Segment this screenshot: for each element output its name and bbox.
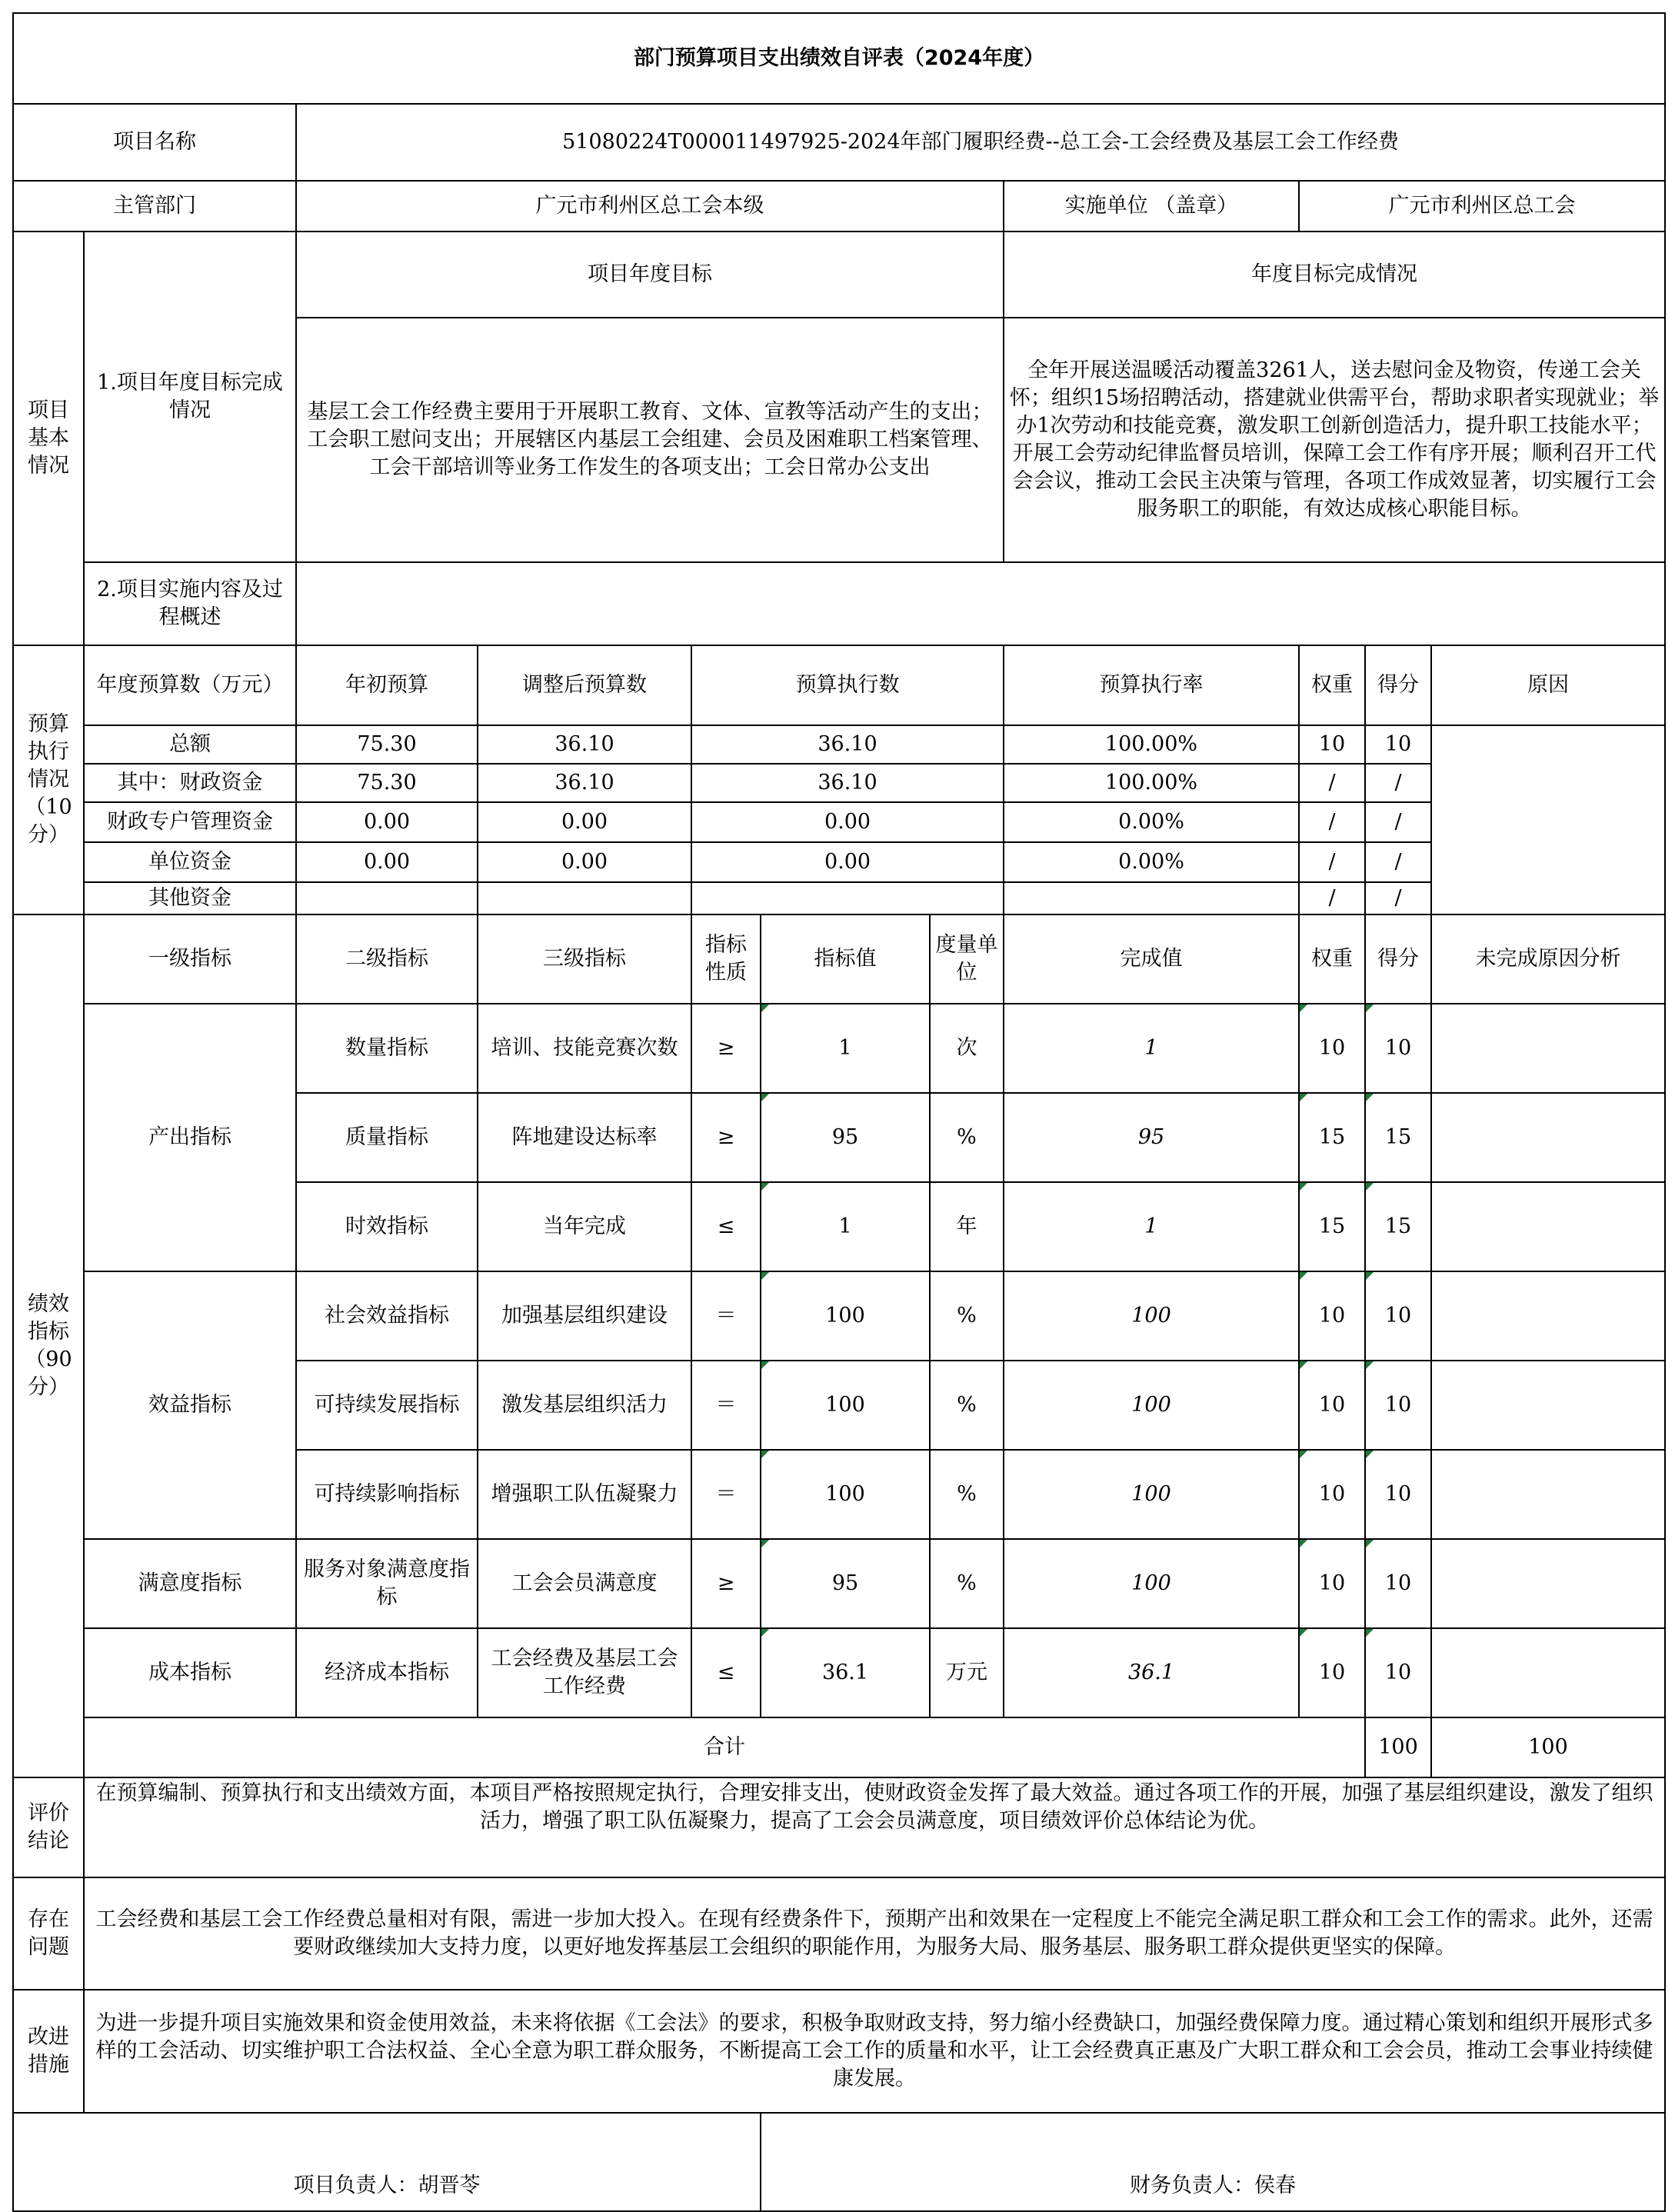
- indicator-unit: %: [930, 1450, 1004, 1539]
- indicator-weight: 10: [1299, 1004, 1365, 1093]
- total-score: 100: [1431, 1717, 1665, 1777]
- indicator-unit: %: [930, 1361, 1004, 1450]
- indicator-value: 100: [761, 1450, 930, 1539]
- indicator-level3: 加强基层组织建设: [478, 1271, 691, 1361]
- indicator-score: 10: [1365, 1539, 1431, 1628]
- budget-row-executed: 0.00: [691, 802, 1004, 842]
- indicator-level2: 时效指标: [296, 1182, 478, 1271]
- indicator-value: 100: [761, 1361, 930, 1450]
- budget-row-score: /: [1365, 764, 1431, 802]
- group-satisfaction: 满意度指标: [84, 1539, 296, 1628]
- budget-row-initial: 75.30: [296, 725, 478, 764]
- budget-row-adjusted: 0.00: [478, 842, 691, 882]
- budget-header-rate: 预算执行率: [1004, 645, 1299, 725]
- indicator-unit: 年: [930, 1182, 1004, 1271]
- impl-unit-label: 实施单位 （盖章）: [1004, 181, 1299, 232]
- indicator-level3: 激发基层组织活力: [478, 1361, 691, 1450]
- budget-row-label: 财政专户管理资金: [84, 802, 296, 842]
- dept-label: 主管部门: [13, 181, 296, 232]
- indicator-score: 15: [1365, 1182, 1431, 1271]
- issues-label: 存在问题: [13, 1877, 84, 1990]
- budget-row-weight: /: [1299, 842, 1365, 882]
- budget-row-adjusted: 0.00: [478, 802, 691, 842]
- indicator-nature: ≤: [691, 1182, 761, 1271]
- indicator-score: 15: [1365, 1093, 1431, 1182]
- total-label: 合计: [84, 1717, 1365, 1777]
- indicator-actual: 95: [1004, 1093, 1299, 1182]
- indicator-actual: 100: [1004, 1271, 1299, 1361]
- budget-row-adjusted: 36.10: [478, 725, 691, 764]
- indicator-analysis: [1431, 1450, 1665, 1539]
- budget-row-initial: 0.00: [296, 842, 478, 882]
- budget-row-executed: 36.10: [691, 764, 1004, 802]
- indicator-level2: 数量指标: [296, 1004, 478, 1093]
- improvement-label: 改进措施: [13, 1990, 84, 2113]
- indicator-score: 10: [1365, 1450, 1431, 1539]
- indicator-analysis: [1431, 1271, 1665, 1361]
- project-lead-signature: 项目负责人：胡晋苓: [13, 2113, 761, 2211]
- completion-header: 年度目标完成情况: [1004, 232, 1665, 318]
- perf-header-score: 得分: [1365, 914, 1431, 1004]
- goal-text: 基层工会工作经费主要用于开展职工教育、文体、宣教等活动产生的支出；工会职工慰问支出；开展辖区内基层工会组建、会员及困难职工档案管理、工会干部培训等业务工作发生的各项支出；工会日常办公支出: [296, 318, 1004, 562]
- goal-completion-label: 1.项目年度目标完成情况: [84, 232, 296, 562]
- budget-header-adjusted: 调整后预算数: [478, 645, 691, 725]
- budget-row-label: 单位资金: [84, 842, 296, 882]
- indicator-level2: 经济成本指标: [296, 1628, 478, 1717]
- indicator-actual: 1: [1004, 1182, 1299, 1271]
- page-title: 部门预算项目支出绩效自评表（2024年度）: [13, 13, 1665, 104]
- budget-row-initial: [296, 882, 478, 914]
- budget-row-weight: /: [1299, 764, 1365, 802]
- indicator-weight: 10: [1299, 1628, 1365, 1717]
- indicator-score: 10: [1365, 1628, 1431, 1717]
- indicator-score: 10: [1365, 1361, 1431, 1450]
- indicator-nature: ≤: [691, 1628, 761, 1717]
- budget-reason-cell: [1431, 725, 1665, 914]
- indicator-actual: 100: [1004, 1539, 1299, 1628]
- indicator-value: 36.1: [761, 1628, 930, 1717]
- group-output: 产出指标: [84, 1004, 296, 1271]
- conclusion-text: 在预算编制、预算执行和支出绩效方面，本项目严格按照规定执行，合理安排支出，使财政资金发挥了最大效益。通过各项工作的开展，加强了基层组织建设，激发了组织活力，增强了职工队伍凝聚力，提高了工会会员满意度，项目绩效评价总体结论为优。: [84, 1777, 1665, 1877]
- indicator-unit: %: [930, 1271, 1004, 1361]
- indicator-analysis: [1431, 1361, 1665, 1450]
- budget-row-score: 10: [1365, 725, 1431, 764]
- indicator-analysis: [1431, 1539, 1665, 1628]
- budget-row-label: 其他资金: [84, 882, 296, 914]
- indicator-weight: 10: [1299, 1450, 1365, 1539]
- budget-row-rate: [1004, 882, 1299, 914]
- indicator-level2: 质量指标: [296, 1093, 478, 1182]
- basic-info-section-label: 项目基本情况: [13, 232, 84, 645]
- budget-row-adjusted: [478, 882, 691, 914]
- process-text: [296, 562, 1665, 645]
- indicator-weight: 10: [1299, 1271, 1365, 1361]
- indicator-unit: 次: [930, 1004, 1004, 1093]
- indicator-score: 10: [1365, 1004, 1431, 1093]
- completion-text: 全年开展送温暖活动覆盖3261人，送去慰问金及物资，传递工会关怀；组织15场招聘活动，搭建就业供需平台，帮助求职者实现就业；举办1次劳动和技能竞赛，激发职工创新创造活力，提升职工技能水平；开展工会劳动纪律监督员培训，保障工会工作有序开展；顺利召开工代会会议，推动工会民主决策与管理，各项工作成效显著，切实履行工会服务职工的职能，有效达成核心职能目标。: [1004, 318, 1665, 562]
- indicator-weight: 10: [1299, 1539, 1365, 1628]
- budget-row-executed: 0.00: [691, 842, 1004, 882]
- budget-row-executed: [691, 882, 1004, 914]
- indicator-analysis: [1431, 1182, 1665, 1271]
- budget-row-rate: 100.00%: [1004, 764, 1299, 802]
- budget-header-reason: 原因: [1431, 645, 1665, 725]
- indicator-score: 10: [1365, 1271, 1431, 1361]
- project-name-label: 项目名称: [13, 104, 296, 181]
- budget-row-rate: 0.00%: [1004, 802, 1299, 842]
- indicator-nature: ＝: [691, 1450, 761, 1539]
- indicator-unit: 万元: [930, 1628, 1004, 1717]
- budget-row-rate: 100.00%: [1004, 725, 1299, 764]
- budget-row-weight: /: [1299, 802, 1365, 842]
- indicator-weight: 15: [1299, 1093, 1365, 1182]
- budget-header-item: 年度预算数（万元）: [84, 645, 296, 725]
- indicator-level3: 工会会员满意度: [478, 1539, 691, 1628]
- indicator-level2: 可持续影响指标: [296, 1450, 478, 1539]
- indicator-analysis: [1431, 1093, 1665, 1182]
- perf-header-weight: 权重: [1299, 914, 1365, 1004]
- process-label: 2.项目实施内容及过程概述: [84, 562, 296, 645]
- perf-header-unit: 度量单位: [930, 914, 1004, 1004]
- budget-row-initial: 75.30: [296, 764, 478, 802]
- budget-header-score: 得分: [1365, 645, 1431, 725]
- indicator-weight: 15: [1299, 1182, 1365, 1271]
- indicator-level2: 服务对象满意度指标: [296, 1539, 478, 1628]
- goal-header: 项目年度目标: [296, 232, 1004, 318]
- indicator-actual: 1: [1004, 1004, 1299, 1093]
- budget-row-weight: 10: [1299, 725, 1365, 764]
- indicator-nature: ＝: [691, 1361, 761, 1450]
- indicator-value: 95: [761, 1539, 930, 1628]
- indicator-nature: ≥: [691, 1004, 761, 1093]
- indicator-value: 1: [761, 1004, 930, 1093]
- perf-header-level3: 三级指标: [478, 914, 691, 1004]
- performance-section-label: 绩效指标（90分）: [13, 914, 84, 1777]
- budget-row-executed: 36.10: [691, 725, 1004, 764]
- indicator-nature: ≥: [691, 1093, 761, 1182]
- budget-row-label: 其中：财政资金: [84, 764, 296, 802]
- budget-row-label: 总额: [84, 725, 296, 764]
- indicator-level3: 当年完成: [478, 1182, 691, 1271]
- indicator-level3: 阵地建设达标率: [478, 1093, 691, 1182]
- budget-row-weight: /: [1299, 882, 1365, 914]
- indicator-analysis: [1431, 1628, 1665, 1717]
- perf-header-actual: 完成值: [1004, 914, 1299, 1004]
- indicator-value: 95: [761, 1093, 930, 1182]
- budget-row-initial: 0.00: [296, 802, 478, 842]
- indicator-level2: 可持续发展指标: [296, 1361, 478, 1450]
- indicator-unit: %: [930, 1093, 1004, 1182]
- budget-row-rate: 0.00%: [1004, 842, 1299, 882]
- budget-row-adjusted: 36.10: [478, 764, 691, 802]
- budget-row-score: /: [1365, 802, 1431, 842]
- budget-header-initial: 年初预算: [296, 645, 478, 725]
- indicator-level2: 社会效益指标: [296, 1271, 478, 1361]
- indicator-nature: ＝: [691, 1271, 761, 1361]
- perf-header-level1: 一级指标: [84, 914, 296, 1004]
- indicator-actual: 100: [1004, 1361, 1299, 1450]
- budget-header-executed: 预算执行数: [691, 645, 1004, 725]
- self-evaluation-sheet: [12, 12, 1664, 2212]
- perf-header-level2: 二级指标: [296, 914, 478, 1004]
- finance-lead-signature: 财务负责人：侯春: [761, 2113, 1665, 2211]
- impl-unit-value: 广元市利州区总工会: [1299, 181, 1665, 232]
- evaluation-table: [12, 12, 1666, 2212]
- total-weight: 100: [1365, 1717, 1431, 1777]
- budget-header-weight: 权重: [1299, 645, 1365, 725]
- issues-text: 工会经费和基层工会工作经费总量相对有限，需进一步加大投入。在现有经费条件下，预期产出和效果在一定程度上不能完全满足职工群众和工会工作的需求。此外，还需要财政继续加大支持力度，以更好地发挥基层工会组织的职能作用，为服务大局、服务基层、服务职工群众提供更坚实的保障。: [84, 1877, 1665, 1990]
- indicator-level3: 增强职工队伍凝聚力: [478, 1450, 691, 1539]
- indicator-unit: %: [930, 1539, 1004, 1628]
- indicator-actual: 36.1: [1004, 1628, 1299, 1717]
- indicator-level3: 培训、技能竞赛次数: [478, 1004, 691, 1093]
- project-name-value: 51080224T000011497925-2024年部门履职经费--总工会-工会经费及基层工会工作经费: [296, 104, 1665, 181]
- budget-section-label: 预算执行情况（10分）: [13, 645, 84, 914]
- improvement-text: 为进一步提升项目实施效果和资金使用效益，未来将依据《工会法》的要求，积极争取财政支持，努力缩小经费缺口，加强经费保障力度。通过精心策划和组织开展形式多样的工会活动、切实维护职工合法权益、全心全意为职工群众服务，不断提高工会工作的质量和水平，让工会经费真正惠及广大职工群众和工会会员，推动工会事业持续健康发展。: [84, 1990, 1665, 2113]
- indicator-actual: 100: [1004, 1450, 1299, 1539]
- indicator-value: 100: [761, 1271, 930, 1361]
- indicator-value: 1: [761, 1182, 930, 1271]
- perf-header-value: 指标值: [761, 914, 930, 1004]
- indicator-weight: 10: [1299, 1361, 1365, 1450]
- group-cost: 成本指标: [84, 1628, 296, 1717]
- group-benefit: 效益指标: [84, 1271, 296, 1539]
- dept-value: 广元市利州区总工会本级: [296, 181, 1004, 232]
- conclusion-label: 评价结论: [13, 1777, 84, 1877]
- budget-row-score: /: [1365, 842, 1431, 882]
- indicator-nature: ≥: [691, 1539, 761, 1628]
- budget-row-score: /: [1365, 882, 1431, 914]
- perf-header-analysis: 未完成原因分析: [1431, 914, 1665, 1004]
- indicator-level3: 工会经费及基层工会工作经费: [478, 1628, 691, 1717]
- perf-header-nature: 指标性质: [691, 914, 761, 1004]
- indicator-analysis: [1431, 1004, 1665, 1093]
